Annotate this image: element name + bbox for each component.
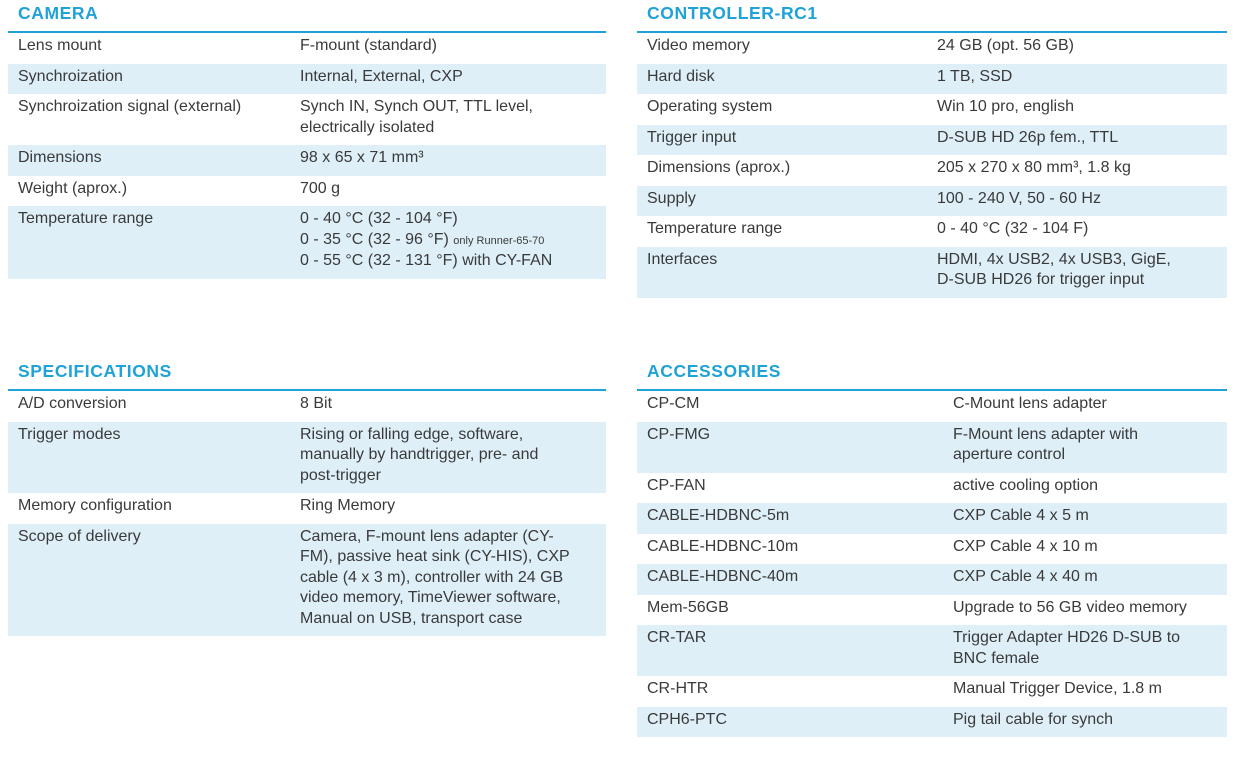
spec-label: Trigger input (647, 128, 737, 146)
table-row (637, 564, 1227, 595)
table-row (8, 145, 606, 176)
spec-label: Dimensions (18, 149, 102, 166)
accessory-description: active cooling option (953, 476, 1098, 494)
table-row (8, 94, 606, 145)
spec-value: 24 GB (opt. 56 GB) (937, 37, 1074, 54)
accessory-code: CP-FMG (647, 425, 711, 443)
accessory-code: CABLE-HDBNC-5m (647, 507, 790, 524)
table-row (637, 595, 1227, 626)
spec-label: Operating system (647, 98, 773, 115)
accessory-code: CPH6-PTC (647, 710, 728, 728)
controller-section (637, 2, 1227, 298)
specifications-title: SPECIFICATIONS (18, 361, 172, 381)
camera-title: CAMERA (18, 3, 99, 23)
accessory-code: CR-HTR (647, 680, 709, 697)
accessory-description: Upgrade to 56 GB video memory (953, 598, 1187, 616)
spec-value: 0 - 40 °C (32 - 104 F) (937, 220, 1089, 237)
specifications-section (8, 360, 606, 636)
table-row (637, 625, 1227, 676)
table-row (637, 64, 1227, 95)
table-row (637, 216, 1227, 247)
accessory-description: Manual Trigger Device, 1.8 m (953, 680, 1162, 697)
spec-label: Hard disk (647, 67, 715, 85)
table-row (637, 422, 1227, 473)
spec-value: F-mount (standard) (300, 37, 437, 54)
accessory-description: Trigger Adapter HD26 D-SUB to BNC female (953, 629, 1181, 667)
spec-value: 98 x 65 x 71 mm³ (300, 149, 424, 166)
table-row (8, 524, 606, 637)
spec-value: Camera, F-mount lens adapter (CY- FM), passive heat sink (CY-HIS), CXP cable (4 x 3 m), controller with 24 GB video memory, TimeViewer software, Manual on USB, transport case (300, 527, 570, 627)
accessory-code: CP-FAN (647, 476, 706, 494)
table-row (8, 493, 606, 524)
spec-value: Internal, External, CXP (300, 67, 463, 85)
spec-label: Scope of delivery (18, 527, 141, 545)
spec-value: 700 g (300, 179, 341, 197)
spec-value: 205 x 270 x 80 mm³, 1.8 kg (937, 159, 1131, 176)
accessory-description: Pig tail cable for synch (953, 710, 1114, 728)
spec-label: Weight (aprox.) (18, 179, 128, 197)
accessory-description: F-Mount lens adapter with aperture control (953, 425, 1138, 463)
spec-label: Temperature range (18, 210, 154, 227)
spec-label: Trigger modes (18, 425, 121, 443)
accessory-code: CABLE-HDBNC-40m (647, 568, 799, 585)
accessory-code: CABLE-HDBNC-10m (647, 537, 799, 555)
spec-label: A/D conversion (18, 395, 127, 412)
table-row (8, 33, 606, 64)
spec-value: D-SUB HD 26p fem., TTL (937, 128, 1119, 146)
table-row (8, 391, 606, 422)
spec-value: Win 10 pro, english (937, 98, 1074, 115)
accessory-description: C-Mount lens adapter (953, 395, 1107, 412)
controller-title: CONTROLLER-RC1 (647, 3, 818, 23)
table-row (637, 534, 1227, 565)
table-row (637, 33, 1227, 64)
table-row (637, 676, 1227, 707)
spec-value: 0 - 40 °C (32 - 104 °F) 0 - 35 °C (32 - 96 °F) only Runner-65-70 0 - 55 °C (32 - 131 °F) with CY-FAN (300, 210, 553, 269)
camera-section (8, 2, 606, 279)
table-row (637, 473, 1227, 504)
spec-label: Synchroization signal (external) (18, 98, 242, 115)
table-row (637, 707, 1227, 738)
table-row (637, 94, 1227, 125)
table-row (8, 64, 606, 95)
spec-label: Memory configuration (18, 497, 172, 514)
spec-value: 8 Bit (300, 395, 333, 412)
spec-label: Supply (647, 189, 696, 207)
accessory-code: Mem-56GB (647, 598, 729, 616)
accessory-code: CP-CM (647, 395, 700, 412)
spec-label: Temperature range (647, 220, 783, 237)
table-row (637, 391, 1227, 422)
note: only Runner-65-70 (453, 234, 545, 247)
spec-label: Lens mount (18, 37, 102, 54)
spec-value: 100 - 240 V, 50 - 60 Hz (937, 189, 1101, 207)
spec-value: Rising or falling edge, software, manually by handtrigger, pre- and post-trigger (300, 425, 539, 484)
spec-value: HDMI, 4x USB2, 4x USB3, GigE, D-SUB HD26 for trigger input (937, 250, 1171, 288)
table-row (637, 186, 1227, 217)
accessory-description: CXP Cable 4 x 40 m (953, 568, 1098, 585)
spec-value: Ring Memory (300, 497, 396, 514)
accessory-description: CXP Cable 4 x 5 m (953, 507, 1089, 524)
table-row (8, 422, 606, 494)
accessory-description: CXP Cable 4 x 10 m (953, 537, 1098, 555)
table-row (637, 125, 1227, 156)
table-row (8, 176, 606, 207)
accessory-code: CR-TAR (647, 629, 707, 646)
spec-value: Synch IN, Synch OUT, TTL level, electrically isolated (300, 98, 533, 136)
spec-label: Video memory (647, 37, 750, 54)
accessories-section (637, 360, 1227, 737)
table-row (637, 247, 1227, 298)
table-row (637, 155, 1227, 186)
accessories-title: ACCESSORIES (647, 361, 781, 381)
spec-label: Interfaces (647, 250, 718, 268)
spec-value: 1 TB, SSD (937, 67, 1013, 85)
spec-label: Dimensions (aprox.) (647, 159, 791, 176)
table-row (637, 503, 1227, 534)
spec-label: Synchroization (18, 67, 123, 85)
table-row (8, 206, 606, 279)
